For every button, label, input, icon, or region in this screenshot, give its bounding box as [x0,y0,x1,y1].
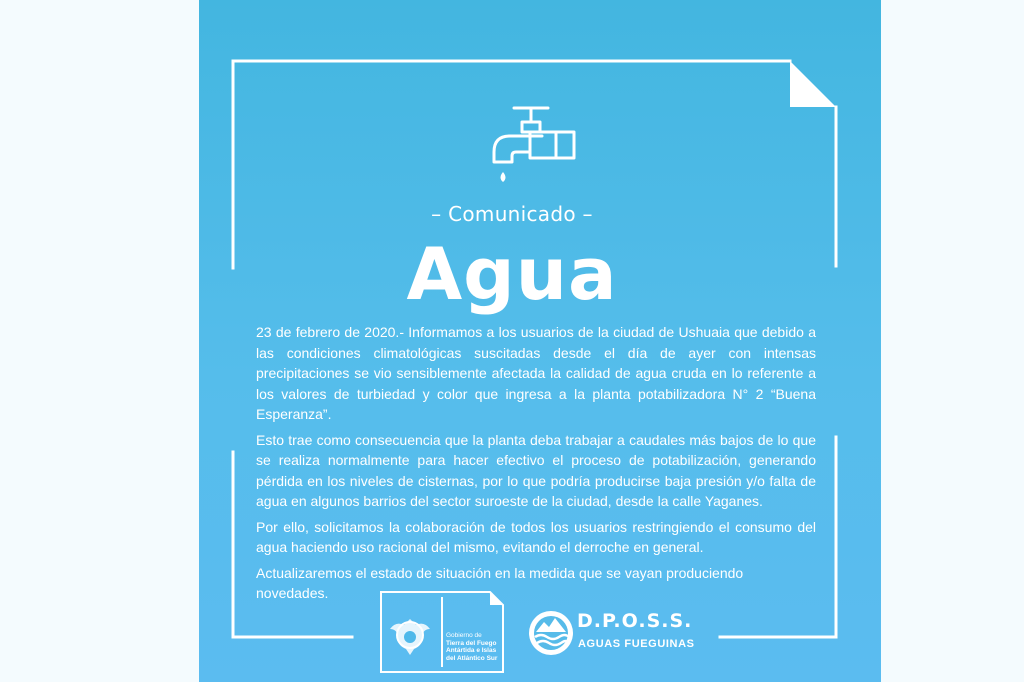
comunicado-label [0,202,1024,226]
paragraph: Actualizaremos el estado de situación en la medida que se vayan produciendo novedades. [256,564,744,601]
comunicado-text: Comunicado [448,202,576,226]
paragraph: Por ello, solicitamos la colaboración de todos los usuarios restringiendo el consumo del agua haciendo uso racional del mismo, evitando el derroche en general. [256,518,816,555]
dash-right: – [575,202,593,226]
dposs-name: D.P.O.S.S. [577,610,693,632]
paragraph: 23 de febrero de 2020.- Informamos a los usuarios de la ciudad de Ushuaia que debido a las condiciones climatológicas suscitadas desde el día de ayer con intensas precipitaciones se vio sensiblemente afectada la calidad de agua cruda en lo referente a los valores de turbiedad y color que ingresa a la planta potabilizadora N° 2 “Buena Esperanza”. [256,324,816,422]
folded-corner [790,61,836,107]
dash-left: – [431,202,449,226]
gobierno-text [446,632,497,662]
gobierno-line: Gobierno de [446,632,482,639]
gobierno-line: del Atlántico Sur [446,654,498,662]
page-title: Agua [406,232,618,316]
gobierno-line: Antártida e Islas [446,647,497,654]
paragraph: Esto trae como consecuencia que la planta deba trabajar a caudales más bajos de lo que se realiza normalmente para hacer efectivo el proceso de potabilización, generando pérdida en los niveles de cisternas, por lo que podría producirse baja presión y/o falta de agua en algunos barrios del sector suroeste de la ciudad, desde la calle Yaganes. [256,431,816,509]
coat-of-arms-icon [390,619,430,655]
faucet-icon [490,100,580,188]
announcement-body [256,322,816,609]
gobierno-line: Tierra del Fuego [446,639,497,647]
dposs-subtitle: AGUAS FUEGUINAS [578,638,695,650]
